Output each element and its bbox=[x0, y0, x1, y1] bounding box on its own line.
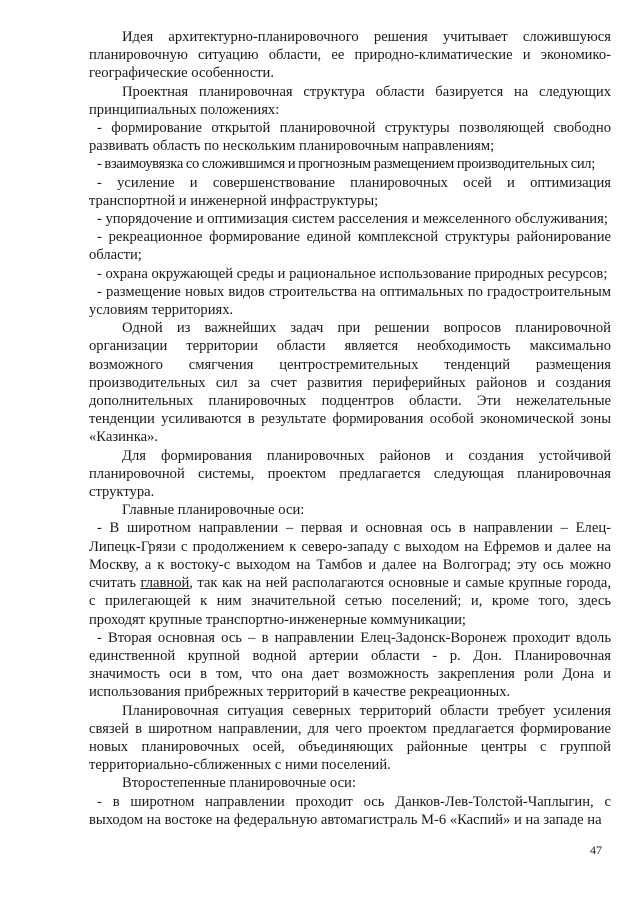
document-page bbox=[89, 28, 611, 829]
paragraph: Проектная планировочная структура области базируется на следующих принципиальных положениях: bbox=[89, 83, 611, 118]
page-number: 47 bbox=[590, 843, 602, 857]
paragraph: Одной из важнейших задач при решении вопросов планировочной организации территории области является необходимость максимально возможного смягчения центростремительных тенденций размещения производительных сил за счет развития периферийных районов и создания дополнительных планировочных подцентров области. Эти нежелательные тенденции усиливаются в результате формирования особой экономической зоны «Казинка». bbox=[89, 320, 611, 446]
list-item-text: - В широтном направлении – первая и основная ось в направлении – Елец-Липецк-Грязи с продолжением к северо-западу с выходом на Ефремов и далее на Москву, а к востоку-с выходом на Тамбов и далее на Волгоград; эту ось можно считать bbox=[89, 520, 611, 592]
list-item: - охрана окружающей среды и рациональное использование природных ресурсов; bbox=[97, 265, 608, 282]
underlined-term: главной bbox=[140, 575, 190, 592]
list-item: - в широтном направлении проходит ось Данков-Лев-Толстой-Чаплыгин, с выходом на востоке на федеральную автомагистраль М-6 «Каспий» и на западе на bbox=[89, 793, 611, 828]
list-item: - упорядочение и оптимизация систем расселения и межселенного обслуживания; bbox=[97, 211, 608, 228]
list-item: - взаимоувязка со сложившимся и прогнозным размещением производительных сил; bbox=[97, 156, 595, 173]
section-heading: Второстепенные планировочные оси: bbox=[122, 775, 356, 792]
section-heading: Главные планировочные оси: bbox=[122, 502, 305, 519]
list-item: - усиление и совершенствование планировочных осей и оптимизация транспортной и инженерной инфраструктуры; bbox=[89, 174, 611, 209]
paragraph: Для формирования планировочных районов и создания устойчивой планировочной системы, проектом предлагается следующая планировочная структура. bbox=[89, 447, 611, 501]
list-item: - размещение новых видов строительства на оптимальных по градостроительным условиям территориях. bbox=[89, 283, 611, 319]
paragraph: Планировочная ситуация северных территорий области требует усиления связей в широтном направлении, для чего проектом предлагается формирование новых планировочных осей, объединяющих районные центры с группой территориально-сближенных с ними поселений. bbox=[89, 702, 611, 774]
list-item: - рекреационное формирование единой комплексной структуры районирование области; bbox=[89, 229, 611, 264]
list-item-text: , так как на ней располагаются основные и самые крупные города, с прилегающей к ним значительной сетью поселений; и, кроме того, здесь проходят крупные транспортно-инженерные коммуникации; bbox=[89, 575, 611, 628]
list-item bbox=[89, 519, 611, 628]
paragraph: Идея архитектурно-планировочного решения учитывает сложившуюся планировочную ситуацию области, ее природно-климатические и экономико-географические особенности. bbox=[89, 29, 611, 82]
list-item: - Вторая основная ось – в направлении Елец-Задонск-Воронеж проходит вдоль единственной крупной водной артерии области - р. Дон. Планировочная значимость оси в том, что она дает возможность закрепления роли Дона и использования прибрежных территорий в качестве рекреационных. bbox=[89, 629, 611, 701]
list-item: - формирование открытой планировочной структуры позволяющей свободно развивать область по нескольким планировочным направлениям; bbox=[89, 120, 611, 155]
